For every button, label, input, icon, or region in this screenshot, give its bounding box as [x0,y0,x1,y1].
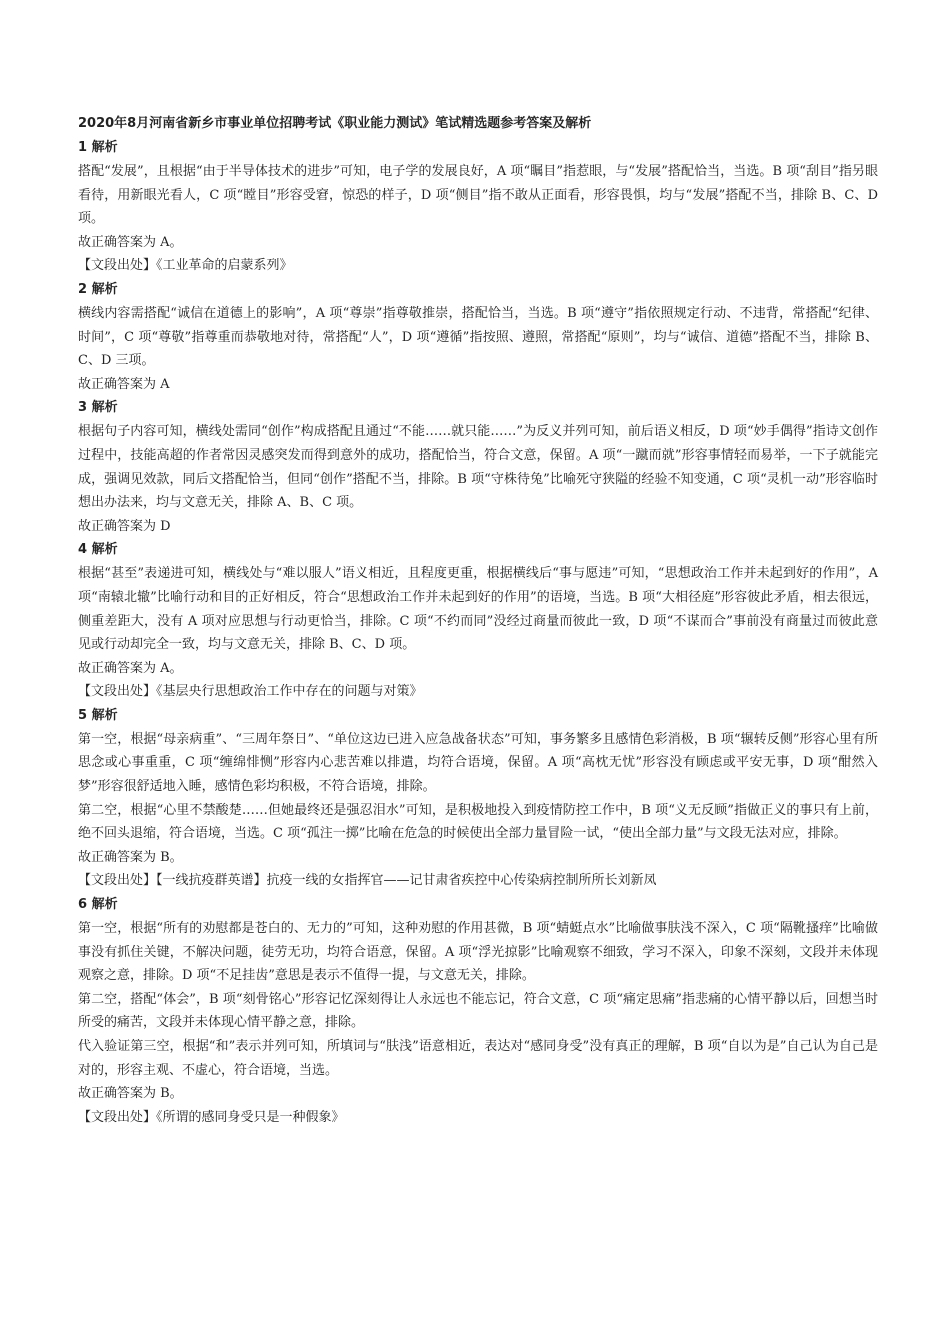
analysis-paragraph: 第二空，搭配“体会”，B 项“刻骨铭心”形容记忆深刻得让人永远也不能忘记，符合文意，C 项“痛定思痛”指悲痛的心情平静以后，回想当时所受的痛苦，文段并未体现心情平静之意，排除。 [78,991,878,1031]
source-line: 【文段出处】《所谓的感同身受只是一种假象》 [78,1109,345,1125]
question-2 [78,278,878,396]
question-heading: 1 解析 [78,140,118,155]
answer-line: 故正确答案为 A。 [78,234,183,250]
source-line: 【文段出处】《工业革命的启蒙系列》 [78,258,293,274]
analysis-paragraph: 第二空，根据“心里不禁酸楚……但她最终还是强忍泪水”可知，是积极地投入到疫情防控工作中，B 项“义无反顾”指做正义的事只有上前，绝不回头退缩，符合语境，当选。C 项“孤注一掷”比喻在危急的时候使出全部力量冒险一试，“使出全部力量”与文段无法对应，排除。 [78,802,878,842]
question-5 [78,704,878,893]
question-heading: 2 解析 [78,281,118,297]
analysis-paragraph: 根据句子内容可知，横线处需同“创作”构成搭配且通过“不能……就只能……”为反义并列可知，前后语义相反，D 项“妙手偶得”指诗文创作过程中，技能高超的作者常因灵感突发而得到意外的成功，搭配恰当，符合文意，保留。A 项“一蹴而就”形容事情轻而易举，一下子就能完成，强调见效款，同后文搭配恰当，但同“创作”搭配不当，排除。B 项“守株待兔”比喻死守狭隘的经验不知变通，C 项“灵机一动”形容临时想出办法来，均与文意无关，排除 A、B、C 项。 [78,424,878,511]
analysis-paragraph: 第一空，根据“所有的劝慰都是苍白的、无力的”可知，这种劝慰的作用甚微，B 项“蜻蜓点水”比喻做事肤浅不深入，C 项“隔靴搔痒”比喻做事没有抓住关键，不解决问题，徒劳无功，均符合语意，保留。A 项“浮光掠影”比喻观察不细致，学习不深入，印象不深刻，文段并未体现观察之意，排除。D 项“不足挂齿”意思是表示不值得一提，与文意无关，排除。 [78,921,878,984]
question-1 [78,136,878,278]
analysis-paragraph: 搭配“发展”，且根据“由于半导体技术的进步”可知，电子学的发展良好，A 项“瞩目”指惹眼，与“发展”搭配恰当，当选。B 项“刮目”指另眼看待，用新眼光看人，C 项“瞠目”形容受窘，惊恐的样子，D 项“侧目”指不敢从正面看，形容畏惧，均与“发展”搭配不当，排除 B、C、D 项。 [78,164,878,227]
document-title: 2020年8月河南省新乡市事业单位招聘考试《职业能力测试》笔试精选题参考答案及解析 [78,116,592,131]
question-heading: 3 解析 [78,400,118,416]
answer-line: 故正确答案为 B。 [78,1086,183,1102]
question-6 [78,893,878,1129]
question-4 [78,538,878,704]
answer-line: 故正确答案为 A。 [78,660,183,676]
answer-line: 故正确答案为 B。 [78,849,183,865]
analysis-paragraph: 根据“甚至”表递进可知，横线处与“难以服人”语义相近，且程度更重，根据横线后“事与愿违”可知，“思想政治工作并未起到好的作用”，A 项“南辕北辙”比喻行动和目的正好相反，符合“思想政治工作并未起到好的作用”的语境，当选。B 项“大相径庭”形容彼此矛盾，相去很远，侧重差距大，没有 A 项对应思想与行动更恰当，排除。C 项“不约而同”没经过商量而彼此一致，D 项“不谋而合”事前没有商量过而彼此意见或行动却完全一致，均与文意无关，排除 B、C、D 项。 [78,566,878,653]
source-line: 【文段出处】【一线抗疫群英谱】抗疫一线的女指挥官——记甘肃省疾控中心传染病控制所所长刘新凤 [78,873,657,889]
question-heading: 6 解析 [78,897,118,913]
question-3 [78,396,878,538]
question-heading: 4 解析 [78,542,118,558]
document-page [78,112,878,1129]
analysis-paragraph: 横线内容需搭配“诚信在道德上的影响”，A 项“尊崇”指尊敬推崇，搭配恰当，当选。B 项“遵守”指依照规定行动、不违背，常搭配“纪律、时间”，C 项“尊敬”指尊重而恭敬地对待，常搭配“人”，D 项“遵循”指按照、遵照，常搭配“原则”，均与“诚信、道德”搭配不当，排除 B、C、D 三项。 [78,305,878,369]
analysis-paragraph: 第一空，根据“母亲病重”、“三周年祭日”、“单位这边已进入应急战备状态”可知，事务繁多且感情色彩消极，B 项“辗转反侧”形容心里有所思念或心事重重，C 项“缠绵悱恻”形容内心悲苦难以排遣，均符合语境，保留。A 项“高枕无忧”形容没有顾虑或平安无事，D 项“酣然入梦”形容很舒适地入睡，感情色彩均积极，不符合语境，排除。 [78,731,878,795]
source-line: 【文段出处】《基层央行思想政治工作中存在的问题与对策》 [78,684,423,700]
question-heading: 5 解析 [78,707,118,723]
answer-line: 故正确答案为 D [78,518,171,534]
analysis-paragraph: 代入验证第三空，根据“和”表示并列可知，所填词与“肤浅”语意相近，表达对“感同身受”没有真正的理解，B 项“自以为是”自己认为自己是对的，形容主观、不虚心，符合语境，当选。 [78,1039,878,1078]
answer-line: 故正确答案为 A [78,376,170,392]
